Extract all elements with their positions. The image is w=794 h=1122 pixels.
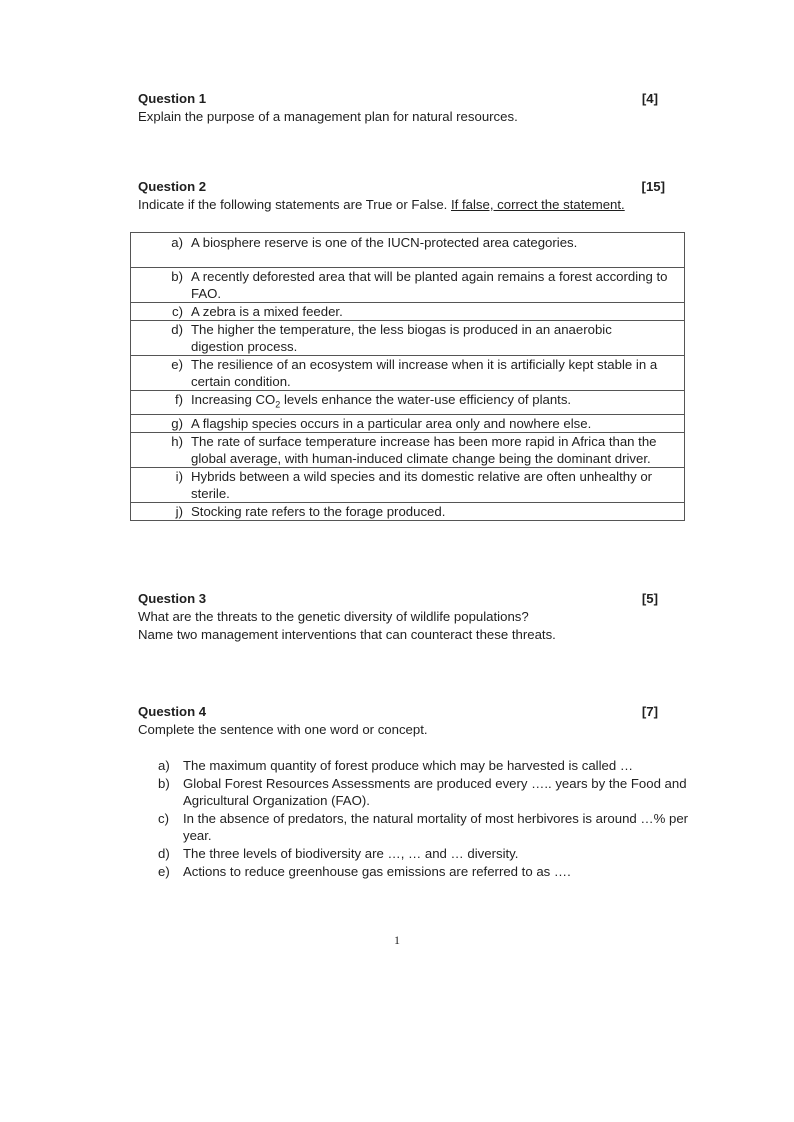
statement-label: e) [131, 356, 192, 391]
table-row [131, 268, 685, 303]
item-text: Actions to reduce greenhouse gas emissions are referred to as …. [183, 863, 571, 879]
list-item [158, 757, 708, 775]
list-item [158, 810, 708, 845]
item-label: e) [158, 863, 170, 879]
statement-text: A biosphere reserve is one of the IUCN-protected area categories. [191, 233, 685, 268]
statement-label: d) [131, 321, 192, 356]
statement-text: The resilience of an ecosystem will increase when it is artificially kept stable in a certain condition. [191, 356, 685, 391]
question-4-items [158, 757, 708, 880]
page-number: 1 [394, 933, 400, 947]
statement-label: h) [131, 432, 192, 467]
statement-text: Stocking rate refers to the forage produced. [191, 502, 685, 520]
question-1-title: Question 1 [138, 91, 207, 106]
item-label: c) [158, 810, 169, 826]
question-3-title: Question 3 [138, 591, 207, 606]
table-row [131, 303, 685, 321]
question-2-marks: [15] [641, 179, 665, 194]
list-item [158, 863, 708, 881]
question-3-header [138, 590, 658, 607]
statement-text: A recently deforested area that will be planted again remains a forest according to FAO. [191, 268, 685, 303]
list-item [158, 845, 708, 863]
statement-text: The higher the temperature, the less biogas is produced in an anaerobic digestion process. [191, 321, 685, 356]
statement-text-before: Increasing CO [191, 392, 276, 407]
question-4-text: Complete the sentence with one word or concept. [138, 722, 428, 737]
item-text: Global Forest Resources Assessments are produced every ….. years by the Food and Agricultural Organization (FAO). [183, 775, 687, 809]
item-text: The maximum quantity of forest produce which may be harvested is called … [183, 758, 634, 773]
question-1-text: Explain the purpose of a management plan for natural resources. [138, 109, 518, 124]
question-3-text-1: What are the threats to the genetic diversity of wildlife populations? [138, 609, 529, 624]
statement-text [191, 391, 685, 415]
table-row [131, 233, 685, 268]
statement-text: A flagship species occurs in a particular area only and nowhere else. [191, 414, 685, 432]
question-2-header [138, 178, 665, 195]
statement-text: Hybrids between a wild species and its domestic relative are often unhealthy or sterile. [191, 467, 685, 502]
statement-label: b) [131, 268, 192, 303]
table-row [131, 414, 685, 432]
item-label: b) [158, 775, 170, 791]
question-1-header [138, 90, 658, 107]
table-row [131, 391, 685, 415]
question-2-intro-underlined: If false, correct the statement. [451, 197, 625, 212]
table-row [131, 356, 685, 391]
list-item [158, 775, 708, 810]
question-2-title: Question 2 [138, 179, 207, 194]
question-3-text-2: Name two management interventions that can counteract these threats. [138, 627, 556, 642]
table-row [131, 321, 685, 356]
question-4-title: Question 4 [138, 704, 207, 719]
item-label: d) [158, 845, 170, 861]
true-false-table [130, 232, 685, 521]
table-row [131, 432, 685, 467]
statement-label: f) [131, 391, 192, 415]
question-2-intro: Indicate if the following statements are True or False. [138, 197, 451, 212]
item-text: In the absence of predators, the natural mortality of most herbivores is around …% per year. [183, 810, 689, 844]
question-3-marks: [5] [641, 591, 658, 606]
statement-label: i) [131, 467, 192, 502]
question-4-marks: [7] [641, 704, 658, 719]
statement-text: The rate of surface temperature increase has been more rapid in Africa than the global average, with human-induced climate change being the dominant driver. [191, 432, 685, 467]
question-2-instructions [138, 196, 625, 214]
statement-subscript: 2 [275, 399, 281, 410]
statement-label: a) [131, 233, 192, 268]
statement-label: g) [131, 414, 192, 432]
statement-label: j) [131, 502, 192, 520]
table-row [131, 502, 685, 520]
statement-text-after: levels enhance the water-use efficiency of plants. [280, 392, 572, 407]
statement-label: c) [131, 303, 192, 321]
item-text: The three levels of biodiversity are …, … and … diversity. [183, 845, 519, 861]
item-label: a) [158, 758, 170, 773]
question-4-header [138, 703, 658, 720]
table-row [131, 467, 685, 502]
statement-text: A zebra is a mixed feeder. [191, 303, 685, 321]
question-1-marks: [4] [641, 91, 658, 106]
